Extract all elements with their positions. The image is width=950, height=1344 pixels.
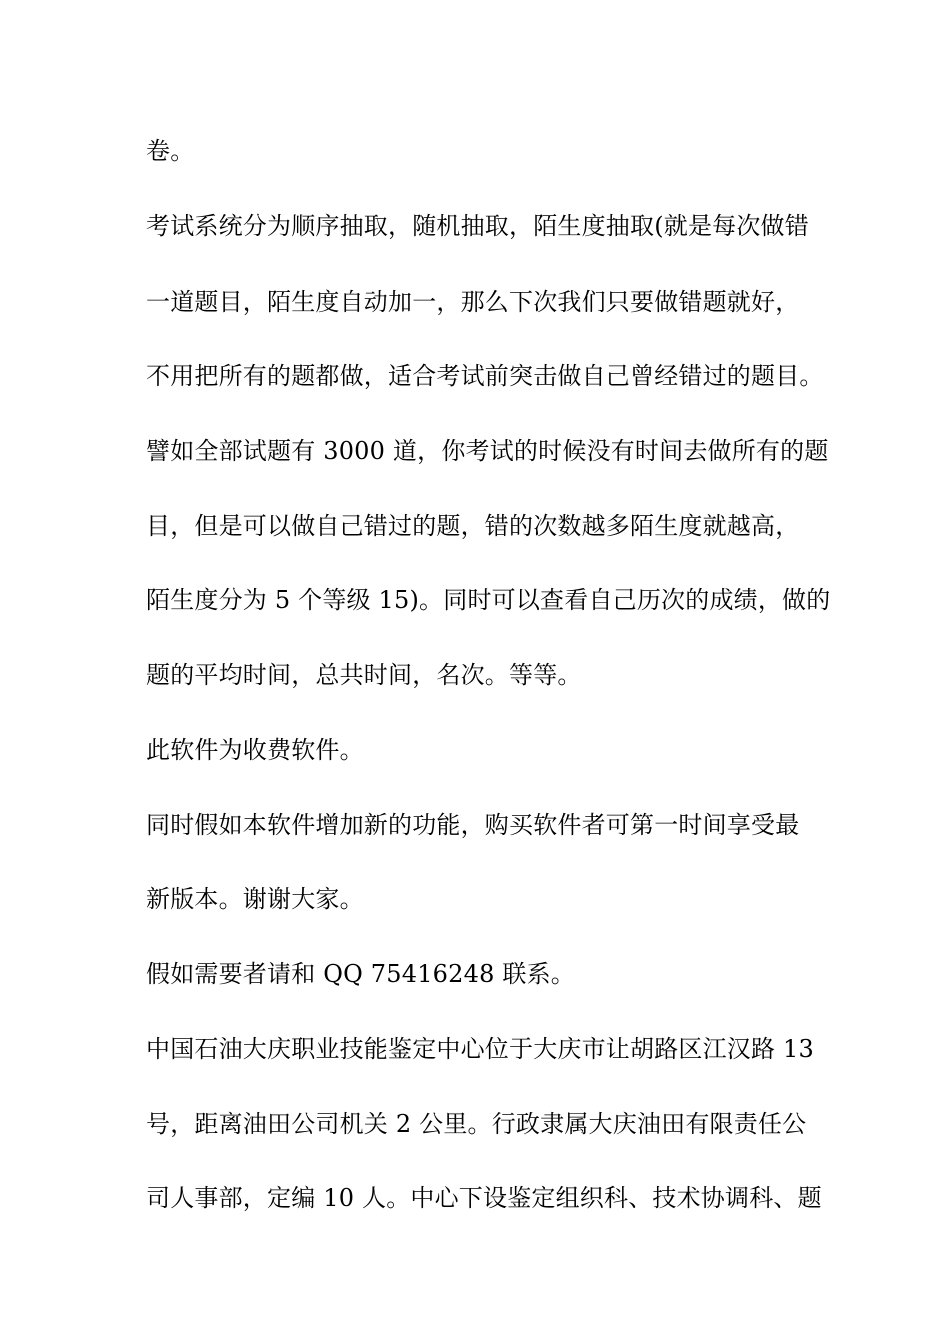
text-line-15: 司人事部，定编 10 人。中心下设鉴定组织科、技术协调科、题 — [146, 1184, 822, 1212]
text-line-10: 同时假如本软件增加新的功能，购买软件者可第一时间享受最 — [146, 811, 800, 839]
text-line-5: 譬如全部试题有 3000 道，你考试的时候没有时间去做所有的题 — [146, 437, 829, 465]
text-line-14: 号，距离油田公司机关 2 公里。行政隶属大庆油田有限责任公 — [146, 1110, 807, 1138]
text-line-8: 题的平均时间，总共时间，名次。等等。 — [146, 661, 582, 689]
text-line-6: 目，但是可以做自己错过的题，错的次数越多陌生度就越高， — [146, 512, 800, 540]
text-line-12: 假如需要者请和 QQ 75416248 联系。 — [146, 960, 575, 988]
text-line-4: 不用把所有的题都做，适合考试前突击做自己曾经错过的题目。 — [146, 362, 824, 390]
text-line-11: 新版本。谢谢大家。 — [146, 885, 364, 913]
text-line-2: 考试系统分为顺序抽取，随机抽取，陌生度抽取(就是每次做错 — [146, 212, 809, 240]
text-line-3: 一道题目，陌生度自动加一，那么下次我们只要做错题就好， — [146, 288, 800, 316]
text-line-13: 中国石油大庆职业技能鉴定中心位于大庆市让胡路区江汉路 13 — [146, 1035, 814, 1063]
text-line-1: 卷。 — [146, 137, 195, 165]
text-line-9: 此软件为收费软件。 — [146, 736, 364, 764]
text-line-7: 陌生度分为 5 个等级 15)。同时可以查看自己历次的成绩，做的 — [146, 586, 831, 614]
